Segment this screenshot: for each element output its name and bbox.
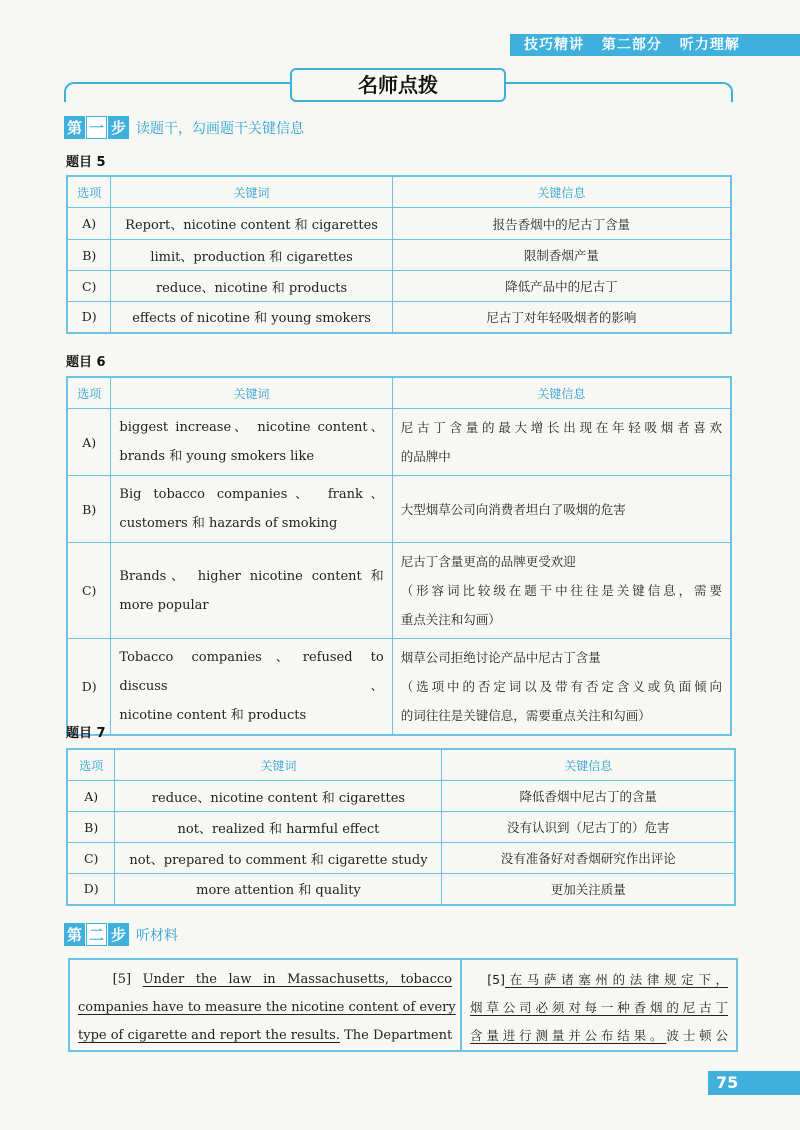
col-option: 选项 bbox=[67, 749, 115, 781]
question-5-label: 题目 5 bbox=[66, 155, 106, 170]
question-7-table bbox=[66, 748, 736, 906]
step-two-text: 听材料 bbox=[136, 927, 179, 944]
table-row: C) not、prepared to comment 和 cigarette study 没有准备好对香烟研究作出评论 bbox=[67, 843, 735, 874]
step-one-tag: 第 一 步 bbox=[64, 116, 130, 139]
table-row: D) Tobacco companies、refused to discuss、 nicotine content 和 products 烟草公司拒绝讨论产品中尼古丁含量 （选项中的否定词以及带有否定含义或负面倾向 的词往往是关键信息，需要重点关注和勾画） bbox=[67, 639, 731, 736]
col-keywords: 关键词 bbox=[115, 749, 442, 781]
step-one-text: 读题干，勾画题干关键信息 bbox=[136, 120, 305, 137]
col-keywords: 关键词 bbox=[111, 377, 392, 409]
header-topic: 听力理解 bbox=[679, 37, 740, 53]
table-row: D) more attention 和 quality 更加关注质量 bbox=[67, 874, 735, 905]
step-two-heading bbox=[64, 923, 178, 946]
step-two-tag: 第 二 步 bbox=[64, 923, 130, 946]
col-info: 关键信息 bbox=[442, 749, 735, 781]
table-row: A) reduce、nicotine content 和 cigarettes 降低香烟中尼古丁的含量 bbox=[67, 781, 735, 812]
page-title: 名师点拨 bbox=[290, 68, 506, 102]
question-6-table bbox=[66, 376, 732, 736]
table-row: D) effects of nicotine 和 young smokers 尼古丁对年轻吸烟者的影响 bbox=[67, 302, 731, 333]
table-header bbox=[67, 377, 731, 409]
header-section: 技巧精讲 bbox=[524, 37, 584, 53]
chapter-header bbox=[510, 34, 800, 56]
col-option: 选项 bbox=[67, 176, 111, 208]
table-header bbox=[67, 176, 731, 208]
table-row: A) Report、nicotine content 和 cigarettes 报告香烟中的尼古丁含量 bbox=[67, 208, 731, 240]
table-row: C) Brands、 higher nicotine content 和 more popular 尼古丁含量更高的品牌更受欢迎 （形容词比较级在题干中往往是关键信息，需要 重点关注和勾画） bbox=[67, 543, 731, 639]
step-one-heading bbox=[64, 116, 304, 139]
table-row: B) Big tobacco companies、 frank、 customers 和 hazards of smoking 大型烟草公司向消费者坦白了吸烟的危害 bbox=[67, 476, 731, 543]
question-6-label: 题目 6 bbox=[66, 355, 106, 370]
material-english: [5] Under the law in Massachusetts, tobacco companies have to measure the nicotine content of every type of cigarette and report the results. The Department bbox=[70, 960, 462, 1050]
col-option: 选项 bbox=[67, 377, 111, 409]
material-chinese: [5]在马萨诸塞州的法律规定下， 烟草公司必须对每一种香烟的尼古丁 含量进行测量并公布结果。波士顿公 bbox=[470, 972, 728, 1043]
question-5-table bbox=[66, 175, 732, 334]
listening-material bbox=[68, 958, 738, 1052]
table-row: B) not、realized 和 harmful effect 没有认识到（尼古丁的）危害 bbox=[67, 812, 735, 843]
table-row: A) biggest increase、 nicotine content、 brands 和 young smokers like 尼古丁含量的最大增长出现在年轻吸烟者喜欢 的品牌中 bbox=[67, 409, 731, 476]
page-number: 75 bbox=[708, 1071, 800, 1095]
table-row: C) reduce、nicotine 和 products 降低产品中的尼古丁 bbox=[67, 271, 731, 302]
col-info: 关键信息 bbox=[392, 377, 731, 409]
col-keywords: 关键词 bbox=[111, 176, 392, 208]
table-header bbox=[67, 749, 735, 781]
table-row: B) limit、production 和 cigarettes 限制香烟产量 bbox=[67, 240, 731, 271]
question-7-label: 题目 7 bbox=[66, 726, 106, 741]
col-info: 关键信息 bbox=[392, 176, 731, 208]
header-part: 第二部分 bbox=[601, 37, 662, 53]
